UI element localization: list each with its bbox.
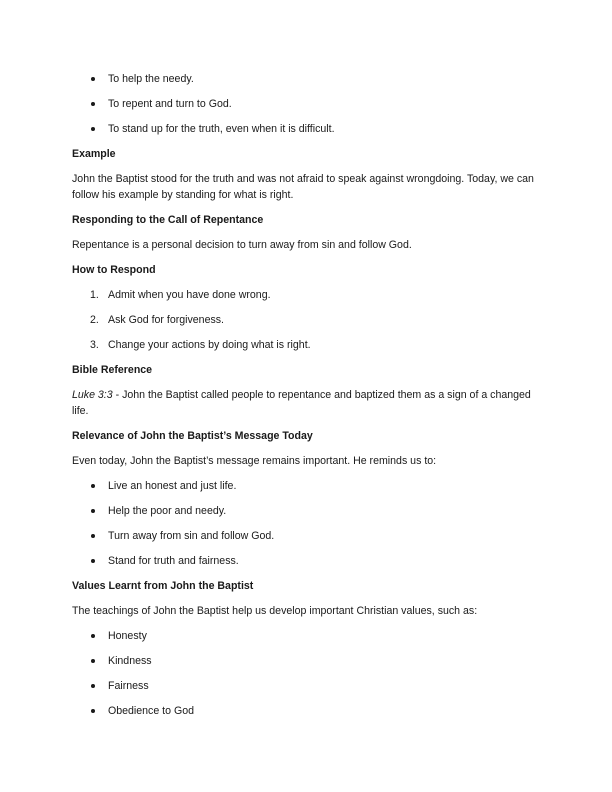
bullet-item — [72, 478, 542, 494]
item-text: Ask God for forgiveness. — [108, 314, 224, 326]
bullet-item — [72, 553, 542, 569]
bullet-text: Fairness — [108, 680, 149, 692]
bullet-text: Help the poor and needy. — [108, 505, 227, 517]
bullet-icon — [91, 684, 95, 688]
bible-reference-text: - John the Baptist called people to repentance and baptized them as a sign of a changed life. — [72, 389, 531, 417]
bullet-text: To repent and turn to God. — [108, 98, 232, 110]
relevance-intro: Even today, John the Baptist’s message remains important. He reminds us to: — [72, 455, 437, 467]
item-number: 1. — [90, 289, 99, 301]
bullet-item — [72, 653, 542, 669]
bullet-icon — [91, 102, 95, 106]
numbered-item — [72, 287, 542, 303]
bible-reference-paragraph — [72, 387, 542, 419]
bullet-item — [72, 628, 542, 644]
bullet-text: To stand up for the truth, even when it is difficult. — [108, 123, 335, 135]
bullet-text: Stand for truth and fairness. — [108, 555, 239, 567]
bullet-icon — [91, 484, 95, 488]
item-text: Admit when you have done wrong. — [108, 289, 271, 301]
bullet-icon — [91, 77, 95, 81]
bullet-icon — [91, 634, 95, 638]
bullet-item — [72, 121, 542, 137]
values-intro: The teachings of John the Baptist help us develop important Christian values, such as: — [72, 605, 478, 617]
values-heading: Values Learnt from John the Baptist — [72, 580, 254, 592]
item-number: 2. — [90, 314, 99, 326]
numbered-item — [72, 337, 542, 353]
example-paragraph: John the Baptist stood for the truth and was not afraid to speak against wrongdoing. Today, we can follow his example by standing for what is right. — [72, 173, 534, 201]
bullet-icon — [91, 127, 95, 131]
bullet-text: Obedience to God — [108, 705, 194, 717]
bullet-icon — [91, 534, 95, 538]
bullet-icon — [91, 509, 95, 513]
bullet-item — [72, 503, 542, 519]
repentance-paragraph: Repentance is a personal decision to turn away from sin and follow God. — [72, 239, 412, 251]
scripture-reference: Luke 3:3 — [72, 389, 113, 401]
repentance-heading: Responding to the Call of Repentance — [72, 214, 264, 226]
numbered-item — [72, 312, 542, 328]
bullet-item — [72, 71, 542, 87]
relevance-heading: Relevance of John the Baptist’s Message Today — [72, 430, 313, 442]
item-text: Change your actions by doing what is right. — [108, 339, 311, 351]
item-number: 3. — [90, 339, 99, 351]
bullet-item — [72, 96, 542, 112]
bullet-item — [72, 678, 542, 694]
bullet-text: Kindness — [108, 655, 152, 667]
bullet-item — [72, 703, 542, 719]
bullet-text: Live an honest and just life. — [108, 480, 237, 492]
bullet-item — [72, 528, 542, 544]
bullet-icon — [91, 559, 95, 563]
bible-reference-heading: Bible Reference — [72, 364, 153, 376]
bullet-icon — [91, 659, 95, 663]
bullet-text: To help the needy. — [108, 73, 194, 85]
how-to-respond-heading: How to Respond — [72, 264, 156, 276]
document-page — [72, 71, 542, 728]
bullet-text: Honesty — [108, 630, 147, 642]
bullet-icon — [91, 709, 95, 713]
example-heading: Example — [72, 148, 116, 160]
bullet-text: Turn away from sin and follow God. — [108, 530, 275, 542]
